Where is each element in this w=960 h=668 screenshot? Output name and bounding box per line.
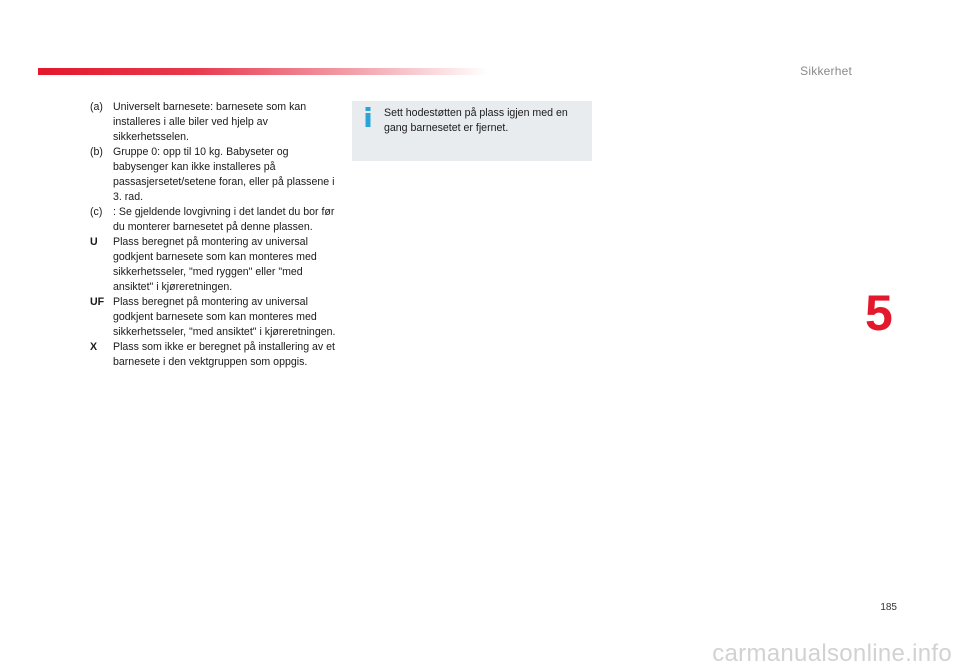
footnote-item bbox=[90, 205, 338, 235]
section-title: Sikkerhet bbox=[800, 64, 852, 78]
footnote-item bbox=[90, 100, 338, 145]
watermark: carmanualsonline.info bbox=[712, 640, 952, 667]
footnote-key: U bbox=[90, 236, 98, 248]
footnote-item bbox=[90, 295, 338, 340]
footnote-key: UF bbox=[90, 296, 105, 308]
footnote-item bbox=[90, 235, 338, 295]
footnote-item bbox=[90, 340, 338, 370]
footnote-item bbox=[90, 145, 338, 205]
info-icon bbox=[364, 107, 372, 127]
page-number: 185 bbox=[880, 602, 897, 613]
info-box bbox=[352, 101, 592, 161]
footnote-key: X bbox=[90, 341, 98, 353]
footnotes-list bbox=[90, 100, 338, 370]
footnote-text: Plass beregnet på montering av universal godkjent barnesete som kan monteres med sikkerhetsseler, "med ryggen" eller "med ansiktet" i kjøreretningen. bbox=[113, 236, 317, 293]
footnote-text: Plass som ikke er beregnet på installering av et barnesete i den vektgruppen som oppgis. bbox=[113, 341, 335, 368]
footnote-text: Gruppe 0: opp til 10 kg. Babyseter og babysenger kan ikke installeres på passasjersetet/setene foran, eller på plassene i 3. rad. bbox=[113, 146, 335, 203]
footnote-key: (c) bbox=[90, 206, 103, 218]
footnote-key: (b) bbox=[90, 146, 103, 158]
footnote-text: : Se gjeldende lovgivning i det landet du bor før du monterer barnesetet på denne plassen. bbox=[113, 206, 335, 233]
footnote-key: (a) bbox=[90, 101, 103, 113]
chapter-number: 5 bbox=[865, 285, 893, 341]
footnote-text: Plass beregnet på montering av universal godkjent barnesete som kan monteres med sikkerhetsseler, "med ansiktet" i kjøreretningen. bbox=[113, 296, 336, 338]
footnote-text: Universelt barnesete: barnesete som kan installeres i alle biler ved hjelp av sikkerhetsselen. bbox=[113, 101, 307, 143]
info-text: Sett hodestøtten på plass igjen med en gang barnesetet er fjernet. bbox=[384, 107, 568, 134]
header-accent-bar bbox=[38, 68, 488, 75]
